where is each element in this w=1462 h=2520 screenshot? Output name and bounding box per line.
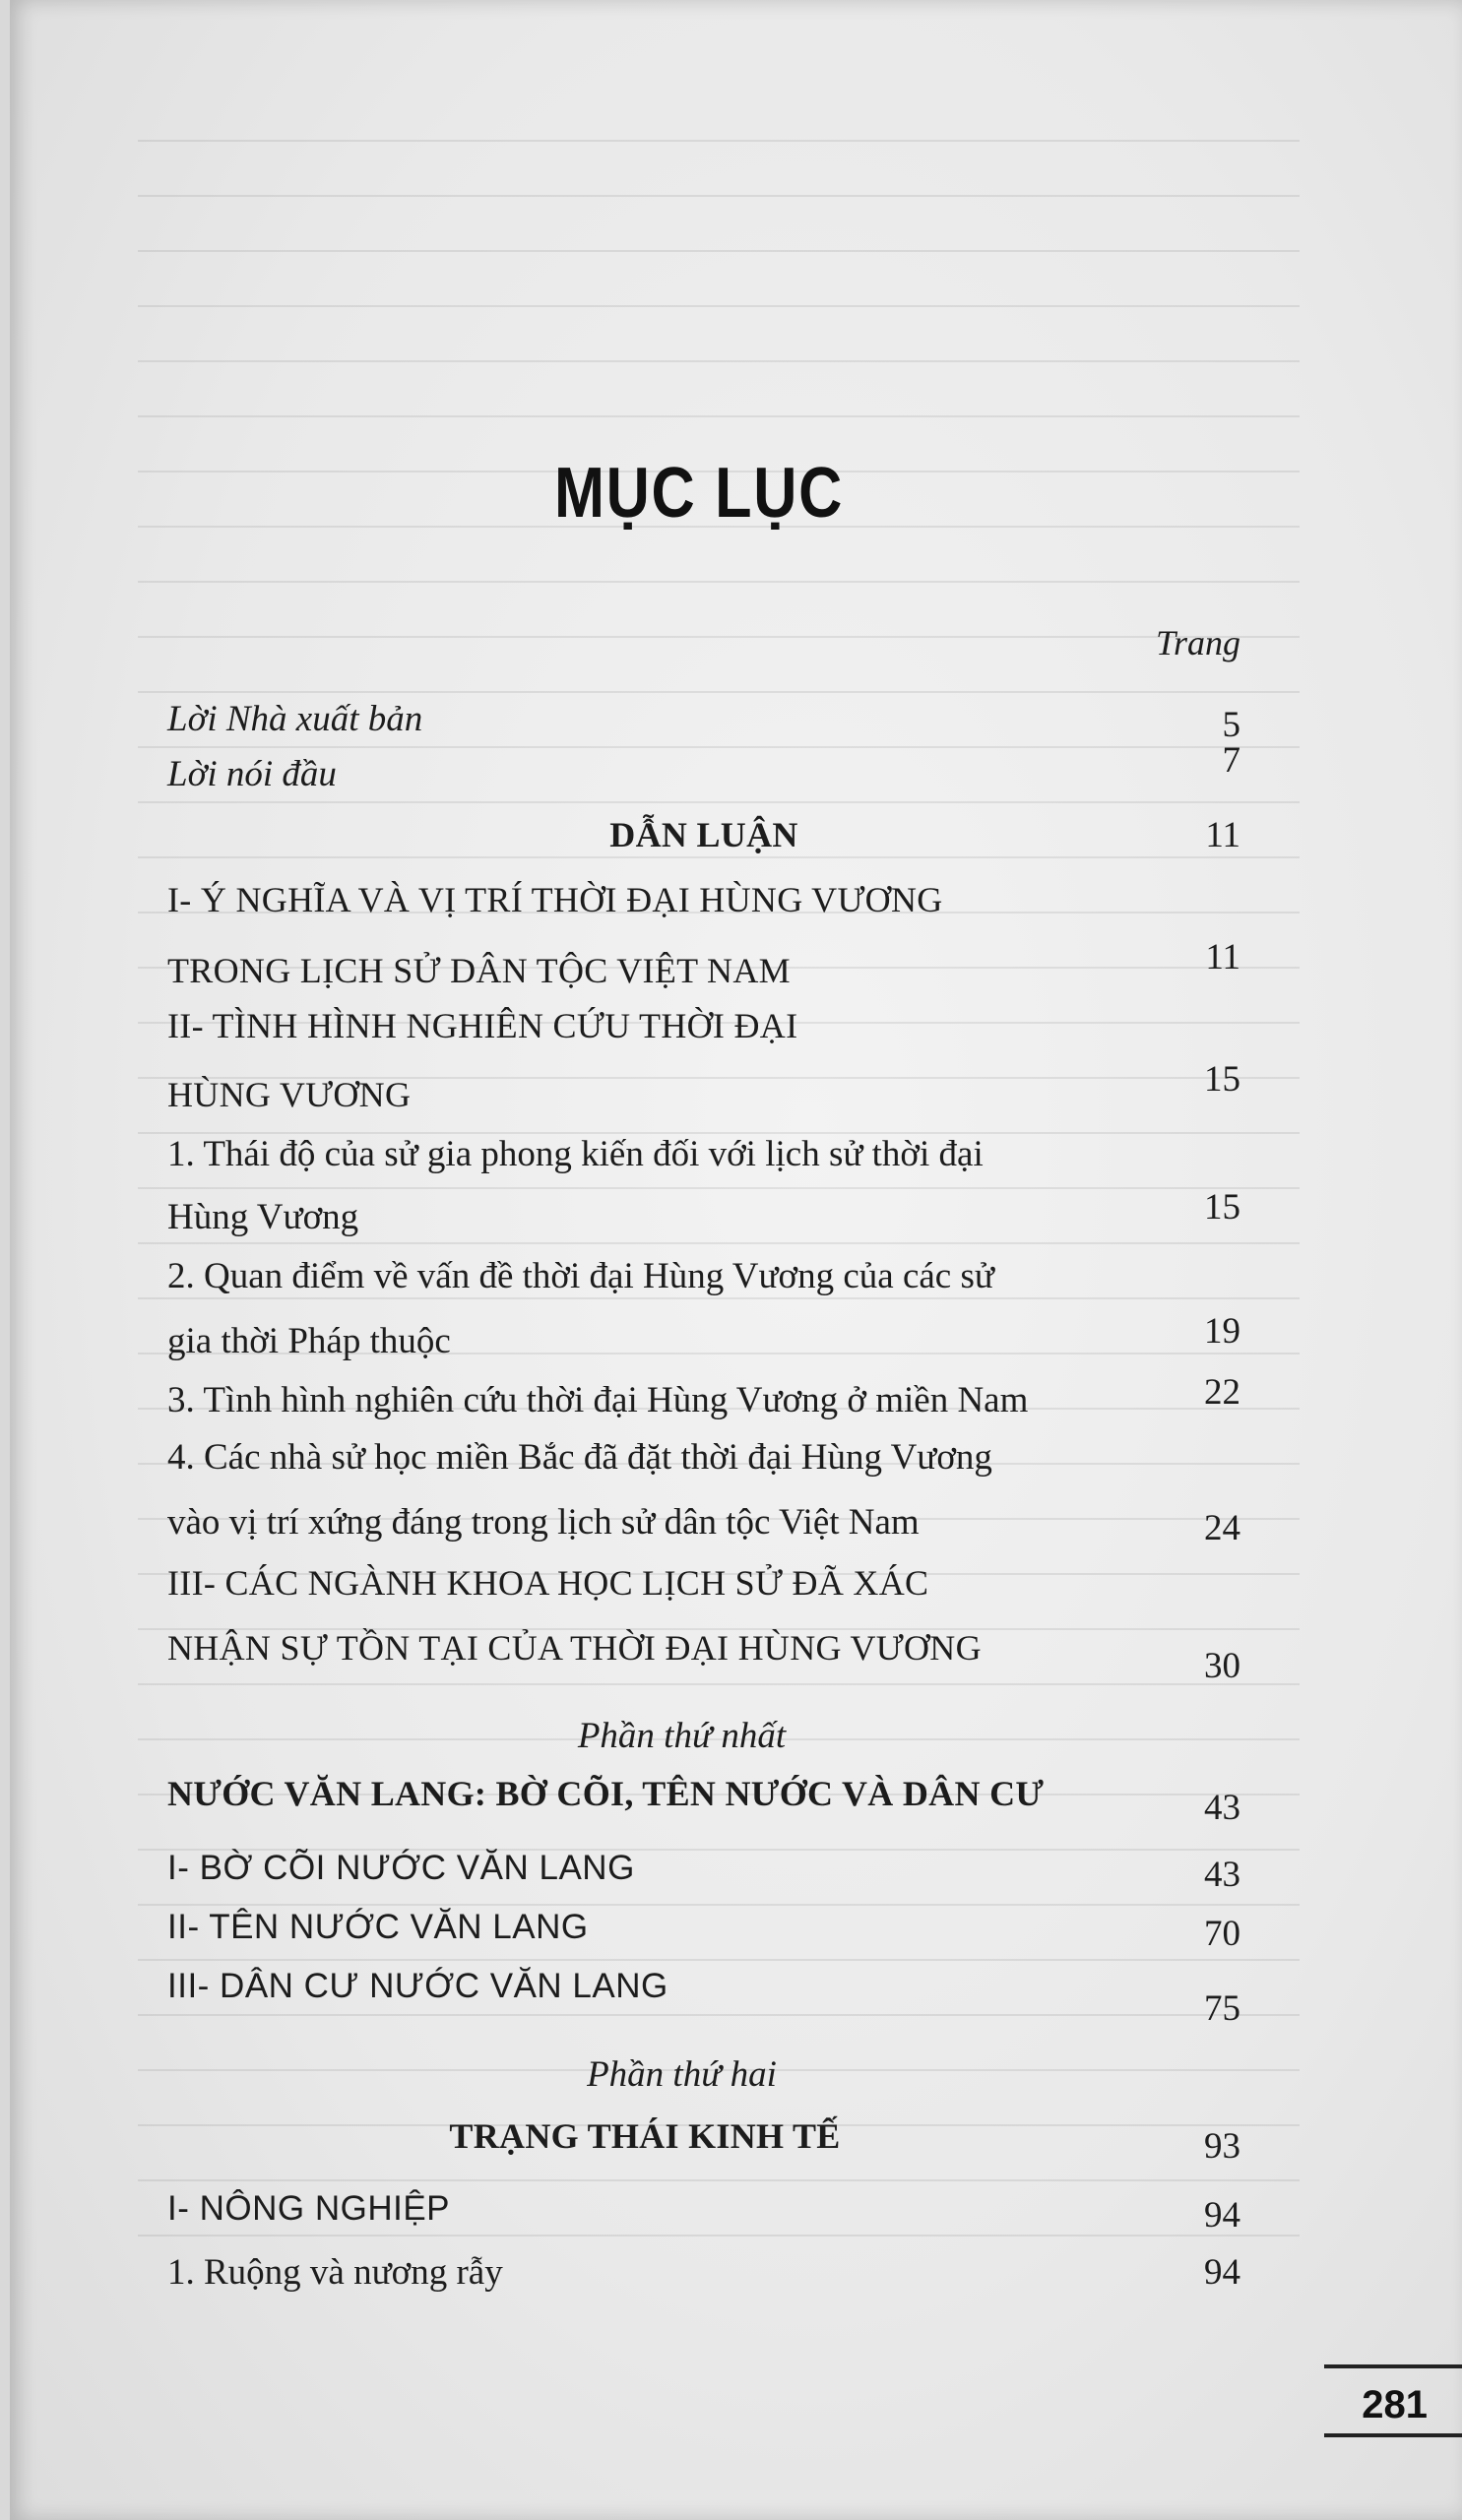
toc-entry-page: 93: [1204, 2126, 1240, 2167]
book-page: [10, 0, 1462, 2520]
toc-entry-text: 3. Tình hình nghiên cứu thời đại Hùng Vương ở miền Nam: [167, 1380, 1029, 1420]
toc-entry-text: NƯỚC VĂN LANG: BỜ CÕI, TÊN NƯỚC VÀ DÂN CƯ: [167, 1774, 1045, 1813]
toc-entry-page: 43: [1204, 1788, 1240, 1828]
page-number: 281: [1324, 2364, 1462, 2437]
toc-entry-text: TRONG LỊCH SỬ DÂN TỘC VIỆT NAM: [167, 951, 791, 990]
toc-entry-text: 1. Ruộng và nương rẫy: [167, 2252, 503, 2293]
toc-entry-text: DẪN LUẬN: [609, 815, 798, 854]
toc-entry-page: 43: [1204, 1855, 1240, 1895]
toc-entry-page: 15: [1204, 1187, 1240, 1228]
toc-entry-text: 4. Các nhà sử học miền Bắc đã đặt thời đại Hùng Vương: [167, 1437, 992, 1478]
toc-entry-text: I- BỜ CÕI NƯỚC VĂN LANG: [167, 1849, 635, 1887]
toc-entry-text: HÙNG VƯƠNG: [167, 1075, 412, 1114]
toc-entry-page: 70: [1204, 1914, 1240, 1954]
toc-entry-text: I- Ý NGHĨA VÀ VỊ TRÍ THỜI ĐẠI HÙNG VƯƠNG: [167, 880, 943, 919]
toc-entry-text: vào vị trí xứng đáng trong lịch sử dân tộc Việt Nam: [167, 1502, 920, 1543]
toc-entry-text: 2. Quan điểm về vấn đề thời đại Hùng Vương của các sử: [167, 1256, 994, 1296]
toc-entry-page: 11: [1205, 815, 1240, 855]
toc-entry-page: 94: [1204, 2195, 1240, 2236]
toc-entry-page: 5: [1222, 705, 1240, 745]
toc-entry-page: 24: [1204, 1508, 1240, 1548]
toc-entry-page: 15: [1204, 1059, 1240, 1100]
toc-entry-text: III- CÁC NGÀNH KHOA HỌC LỊCH SỬ ĐÃ XÁC: [167, 1563, 929, 1603]
toc-entry-text: Lời Nhà xuất bản: [167, 699, 423, 739]
toc-entry-page: 7: [1222, 740, 1240, 781]
toc-entry-page: 11: [1205, 937, 1240, 977]
part-heading: Phần thứ nhất: [577, 1716, 787, 1756]
toc-entry-text: II- TÊN NƯỚC VĂN LANG: [167, 1908, 589, 1946]
toc-entry-text: III- DÂN CƯ NƯỚC VĂN LANG: [167, 1967, 668, 2005]
page-title: MỤC LỤC: [553, 454, 845, 533]
toc-entry-page: 22: [1204, 1372, 1240, 1413]
toc-entry-page: 19: [1204, 1311, 1240, 1352]
toc-entry-page: 94: [1204, 2252, 1240, 2293]
part-heading: Phần thứ hai: [587, 2054, 777, 2095]
toc-entry-page: 75: [1204, 1988, 1240, 2029]
toc-entry-text: I- NÔNG NGHIỆP: [167, 2189, 451, 2228]
toc-entry-page: 30: [1204, 1646, 1240, 1686]
toc-entry-text: gia thời Pháp thuộc: [167, 1321, 451, 1361]
toc-entry-text: Lời nói đầu: [167, 754, 337, 794]
toc-entry-text: Hùng Vương: [167, 1197, 359, 1237]
page-column-header: Trang: [1155, 623, 1240, 662]
toc-entry-text: 1. Thái độ của sử gia phong kiến đối với lịch sử thời đại: [167, 1134, 984, 1174]
toc-entry-text: TRẠNG THÁI KINH TẾ: [449, 2116, 841, 2156]
toc-entry-text: II- TÌNH HÌNH NGHIÊN CỨU THỜI ĐẠI: [167, 1006, 798, 1045]
toc-entry-text: NHẬN SỰ TỒN TẠI CỦA THỜI ĐẠI HÙNG VƯƠNG: [167, 1628, 982, 1668]
